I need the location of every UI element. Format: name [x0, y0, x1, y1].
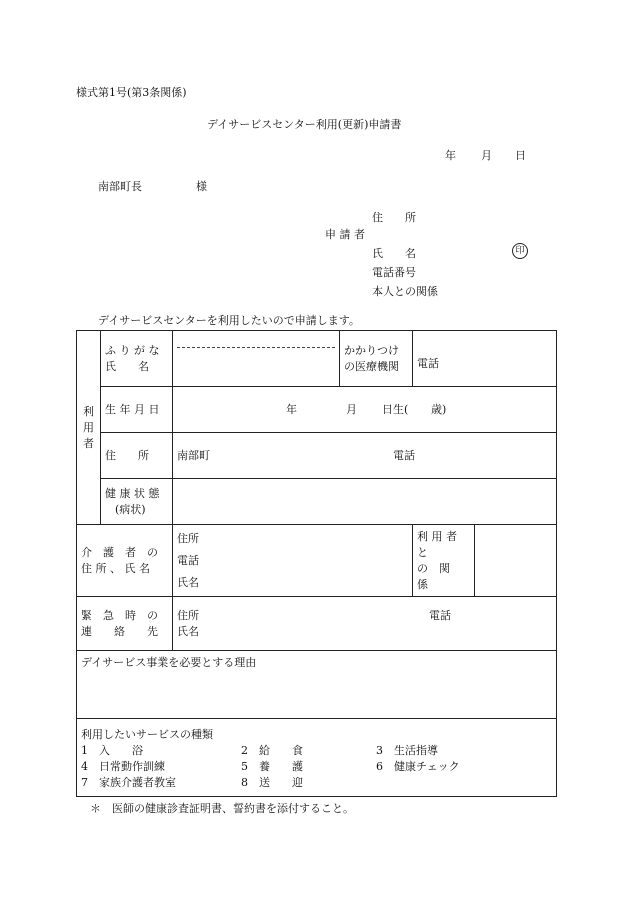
user-address-phone-label: 電話 [393, 448, 415, 462]
emergency-phone-label: 電話 [429, 608, 451, 622]
caregiver-label-line-2: 住 所 、 氏 名 [81, 561, 150, 575]
seal-mark: 印 [512, 243, 528, 259]
date-month-label: 月 [481, 149, 492, 162]
services-list [81, 743, 552, 791]
service-item[interactable]: 5 養 護 [241, 760, 303, 773]
birth-day-label: 日生( [382, 402, 409, 416]
user-address-value: 南部町 [177, 448, 210, 462]
user-address-label-cell [101, 433, 173, 479]
health-field[interactable] [173, 479, 557, 525]
reason-field[interactable] [77, 651, 557, 719]
applicant-phone-label: 電話番号 [372, 266, 416, 279]
service-item[interactable]: 7 家族介護者教室 [81, 776, 176, 789]
caregiver-label-line-1: 介 護 者 の [81, 545, 158, 559]
clinic-label-cell [340, 331, 413, 387]
user-label-char-3: 者 [83, 436, 94, 450]
applicant-name-label: 氏 名 [372, 247, 416, 260]
form-number: 様式第1号(第3条関係) [76, 86, 187, 99]
user-address-field[interactable] [173, 433, 557, 479]
clinic-label-line-2: の医療機関 [344, 359, 399, 373]
caregiver-relation-line-2: の 関 係 [417, 561, 461, 591]
applicant-address-label: 住 所 [372, 211, 416, 224]
form-title: デイサービスセンター利用(更新)申請書 [207, 118, 402, 131]
service-item[interactable]: 2 給 食 [241, 744, 303, 757]
applicant-role: 申 請 者 [325, 228, 365, 241]
application-table [76, 330, 557, 797]
user-label-char-2: 用 [83, 420, 94, 434]
emergency-field[interactable] [173, 597, 557, 651]
health-sub-label: (病状) [115, 502, 146, 516]
addressee-honorific: 様 [196, 180, 207, 193]
service-item[interactable]: 1 入 浴 [81, 744, 143, 757]
user-address-label: 住 所 [105, 448, 149, 462]
caregiver-relation-field[interactable] [475, 525, 557, 597]
caregiver-phone-label: 電話 [177, 553, 199, 567]
emergency-name-label: 氏名 [177, 624, 199, 638]
user-label-char-1: 利 [83, 404, 94, 418]
emergency-address-label: 住所 [177, 608, 199, 622]
birth-year-label: 年 [286, 402, 297, 416]
caregiver-address-label: 住所 [177, 531, 199, 545]
birth-age-label: 歳) [431, 402, 447, 416]
clinic-field[interactable] [413, 331, 557, 387]
caregiver-relation-line-1: 利 用 者 と [417, 529, 457, 559]
caregiver-field[interactable] [173, 525, 413, 597]
user-name-label: 氏 名 [105, 359, 149, 373]
service-item[interactable]: 8 送 迎 [241, 776, 303, 789]
service-item[interactable]: 6 健康チェック [376, 760, 460, 773]
health-label: 健 康 状 態 [105, 486, 160, 500]
date-year-label: 年 [445, 149, 456, 162]
birthdate-field[interactable] [173, 387, 557, 433]
birthdate-label-cell [101, 387, 173, 433]
caregiver-relation-label-cell [413, 525, 475, 597]
addressee: 南部町長 [98, 180, 142, 193]
furigana-divider [177, 347, 335, 348]
user-name-field[interactable] [173, 331, 340, 387]
applicant-relation-label: 本人との関係 [372, 285, 438, 298]
services-cell [77, 719, 557, 797]
footnote: ＊ 医師の健康診査証明書、誓約書を添付すること。 [90, 802, 354, 815]
user-section-label [77, 331, 101, 525]
date-day-label: 日 [515, 149, 526, 162]
clinic-phone-label: 電話 [417, 356, 439, 370]
clinic-label-line-1: かかりつけ [344, 343, 399, 357]
caregiver-label-cell [77, 525, 173, 597]
emergency-label-cell [77, 597, 173, 651]
furigana-name-label-cell [101, 331, 173, 387]
birth-month-label: 月 [346, 402, 357, 416]
service-item[interactable]: 4 日常動作訓練 [81, 760, 165, 773]
emergency-label-line-1: 緊 急 時 の [81, 608, 158, 622]
health-label-cell [101, 479, 173, 525]
birthdate-label: 生 年 月 日 [105, 402, 160, 416]
services-heading: 利用したいサービスの種類 [81, 728, 213, 741]
caregiver-name-label: 氏名 [177, 575, 199, 589]
intro-text: デイサービスセンターを利用したいので申請します。 [98, 314, 360, 327]
furigana-label: ふ り が な [105, 343, 160, 357]
reason-label: デイサービス事業を必要とする理由 [81, 656, 257, 669]
service-item[interactable]: 3 生活指導 [376, 744, 438, 757]
emergency-label-line-2: 連 絡 先 [81, 624, 158, 638]
